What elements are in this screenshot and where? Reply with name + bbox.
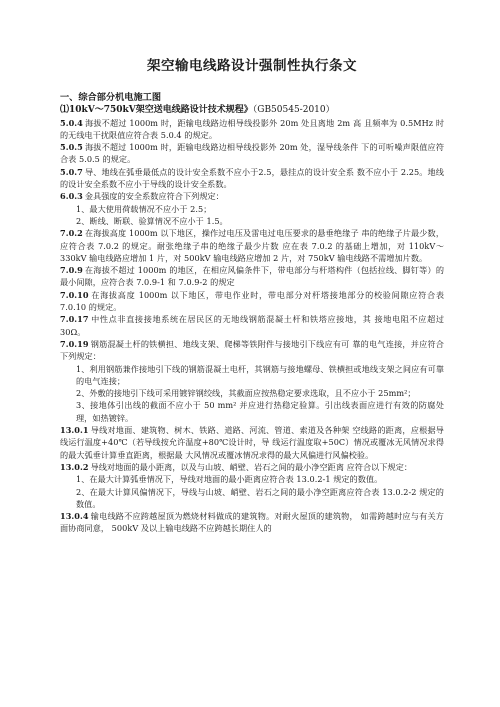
clause-text: 海拔不超过 1000m 时，距输电线路边相导线投影外 20m 处，湿导线条件 下的可听噪声限值应符合表 5.0.5 的规定。 [60, 142, 444, 165]
clause-subitem [60, 203, 444, 215]
clause-7-0-17 [60, 313, 444, 338]
clause-5-0-5 [60, 141, 444, 166]
clause-7-0-9 [60, 264, 444, 289]
clause-13-0-2 [60, 461, 444, 473]
clause-text: 海拔不超过 1000m 时，距输电线路边相导线投影外 20m 处且离地 2m 高 且频率为 0.5MHz 时的无线电干扰限值应符合表 5.0.4 的规定。 [60, 117, 444, 140]
clause-text: 金具强度的安全系数应符合下列规定： [84, 191, 224, 202]
clause-text: 1、在最大计算弧垂情况下，导线对地面的最小距离应符合表 13.0.2-1 规定的数值。 [76, 474, 383, 485]
clause-number: 5.0.4 [60, 117, 83, 128]
clause-7-0-19 [60, 338, 444, 363]
clause-text: 1、最大使用荷载情况不应小于 2.5； [76, 203, 212, 214]
clause-13-0-1 [60, 424, 444, 461]
clause-subitem [60, 363, 444, 388]
clause-text: 3、接地体引出线的截面不应小于 50 mm² 并应进行热稳定验算。引出线表面应进行有效的防腐处理，如热镀锌。 [76, 400, 444, 423]
clause-13-0-4 [60, 510, 444, 535]
clause-text: 导、地线在弧垂最低点的设计安全系数不应小于2.5，悬挂点的设计安全系 数不应小于 2.25。地线的设计安全系数不应小于导线的设计安全系数。 [60, 166, 444, 190]
standard-code: （GB50545-2010） [252, 105, 335, 116]
clause-subitem [60, 486, 444, 511]
document-title: 架空输电线路设计强制性执行条文 [147, 58, 357, 74]
section-heading: 一、综合部分机电施工图 [60, 92, 162, 103]
clause-text: 钢筋混凝土杆的铁横担、地线支架、爬梯等铁附件与接地引下线应有可 靠的电气连接，并应符合下列规定： [60, 338, 444, 362]
clause-text: 在海拔高度 1000m 以下地区，操作过电压及雷电过电压要求的悬垂绝缘子 串的绝缘子片最少数，应符合表 7.0.2 的规定。耐张绝缘子串的绝缘子最少片数 应在表 7.0.2 的基础上增加，对 110kV～330kV 输电线路应增加 1 片，对 500kV 输电线路应增加 2 片，对 750kV 输电线路不需增加片数。 [60, 228, 444, 263]
clause-number: 7.0.17 [60, 314, 89, 325]
clause-number: 6.0.3 [60, 191, 83, 202]
clause-text: 输电线路不应跨越屋顶为燃烧材料做成的建筑物。对耐火屋顶的建筑物， 如需跨越时应与有关方面协商同意， 500kV 及以上输电线路不应跨越长期住人的 [60, 511, 444, 534]
clause-number: 7.0.19 [60, 338, 89, 349]
clause-number: 13.0.2 [60, 461, 89, 472]
clause-number: 7.0.2 [60, 228, 83, 239]
clause-text: 在海拔不超过 1000m 的地区，在相应风偏条件下，带电部分与杆塔构件（包括拉线、脚钉等）的最小间隙，应符合表 7.0.9-1 和 7.0.9-2 的规定 [60, 265, 444, 288]
clause-number: 7.0.9 [60, 265, 83, 276]
clause-text: 在海拔高度 1000m 以下地区，带电作业时，带电部分对杆塔接地部分的校验间隙应符合表 7.0.10 的规定。 [60, 289, 444, 313]
clause-number: 5.0.7 [60, 166, 83, 177]
clause-number: 13.0.4 [60, 511, 89, 522]
clause-text: 导线对地面的最小距离，以及与山坡、峭壁、岩石之间的最小净空距离 应符合以下规定： [90, 461, 413, 472]
clause-number: 13.0.1 [60, 425, 89, 436]
clause-7-0-2 [60, 227, 444, 264]
clause-text: 中性点非直接接地系统在居民区的无地线钢筋混凝土杆和铁塔应接地，其 接地电阻不应超过30Ω。 [60, 314, 444, 337]
clause-text: 导线对地面、建筑物、树木、铁路、道路、河流、管道、索道及各种架 空线路的距离，应根据导线运行温度+40℃（若导线按允许温度+80℃设计时，导 线运行温度取+50C）情况或覆冰无风情况求得的最大弧垂计算垂直距离，根据最 大风情况或覆冰情况求得的最大风偏进行风偏校验。 [60, 425, 444, 460]
clause-text: 2、断线、断联、验算情况不应小于 1.5。 [76, 215, 228, 226]
clause-5-0-4 [60, 117, 444, 142]
clause-6-0-3 [60, 190, 444, 202]
clause-subitem [60, 215, 444, 227]
standard-title [60, 104, 444, 116]
clause-7-0-10 [60, 289, 444, 314]
standard-name: ⑴10kV～750kV架空送电线路设计技术规程》 [60, 105, 253, 116]
clause-text: 1、利用钢筋兼作接地引下线的钢筋混凝土电杆，其钢筋与接地螺母、铁横担或地线支架之间应有可靠的电气连接； [76, 363, 444, 386]
clause-number: 7.0.10 [60, 289, 89, 300]
clause-text: 2、在最大计算风偏情况下，导线与山坡、峭壁、岩石之间的最小净空距离应符合表 13.0.2-2 规定的数值。 [76, 486, 444, 509]
clause-5-0-7 [60, 166, 444, 191]
clause-text: 2、外敷的接地引下线可采用镀锌钢绞线，其截面应按热稳定要求选取，且不应小于 25mm²； [76, 388, 416, 399]
clause-number: 5.0.5 [60, 142, 83, 153]
clause-subitem [60, 473, 444, 485]
clause-subitem [60, 399, 444, 424]
clause-subitem [60, 387, 444, 399]
clause-list [60, 117, 444, 535]
